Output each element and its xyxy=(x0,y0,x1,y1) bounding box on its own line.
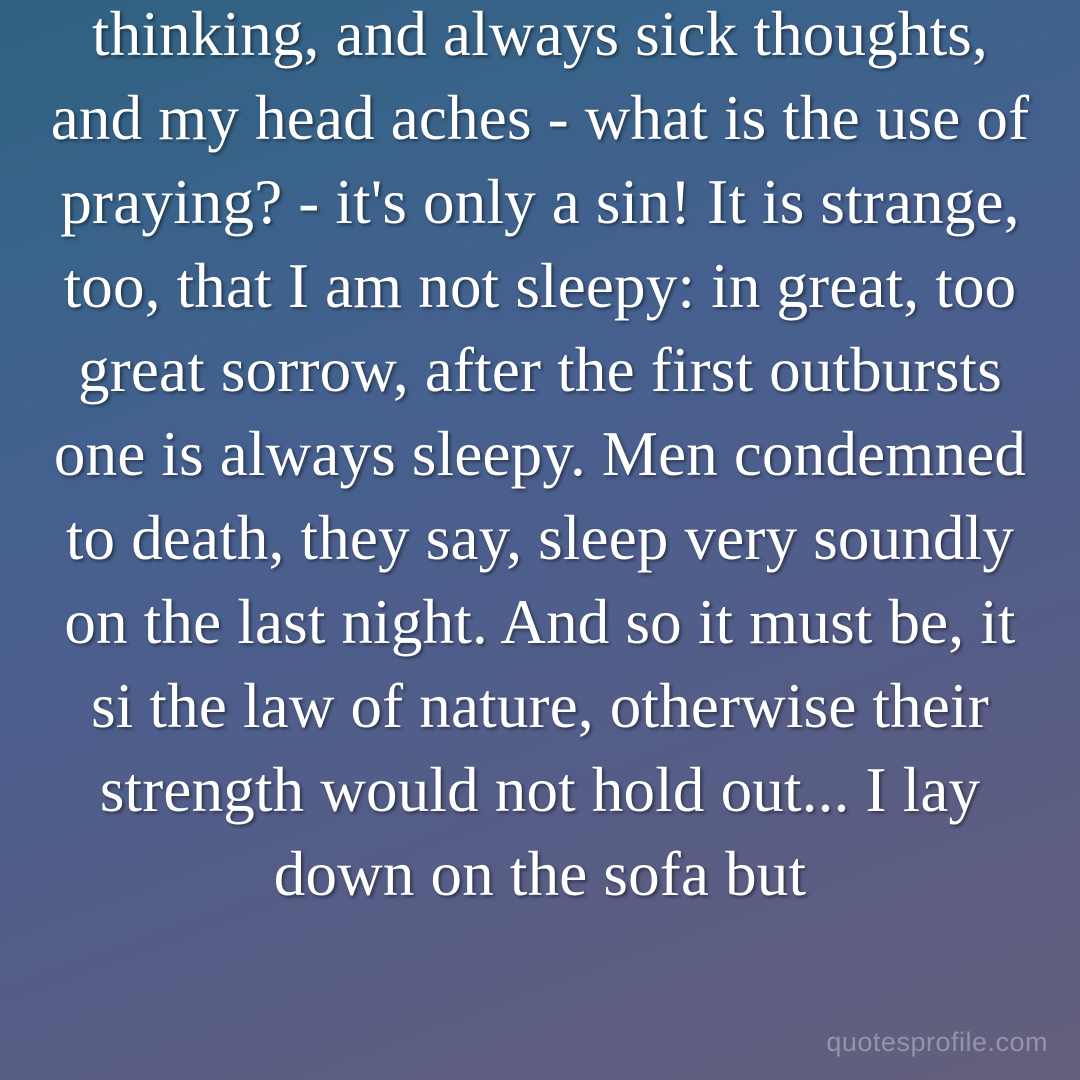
quote-text: thinking, and always sick thoughts, and my head aches - what is the use of praying? - it's only a sin! It is strange, too, that I am not sleepy: in great, too great sorrow, after the first outbursts one is always sleepy. Men condemned to death, they say, sleep very soundly on the last night. And so it must be, it si the law of nature, otherwise their strength would not hold out... I lay down on the sofa but xyxy=(50,0,1030,909)
watermark-label: quotesprofile.com xyxy=(826,1027,1048,1057)
